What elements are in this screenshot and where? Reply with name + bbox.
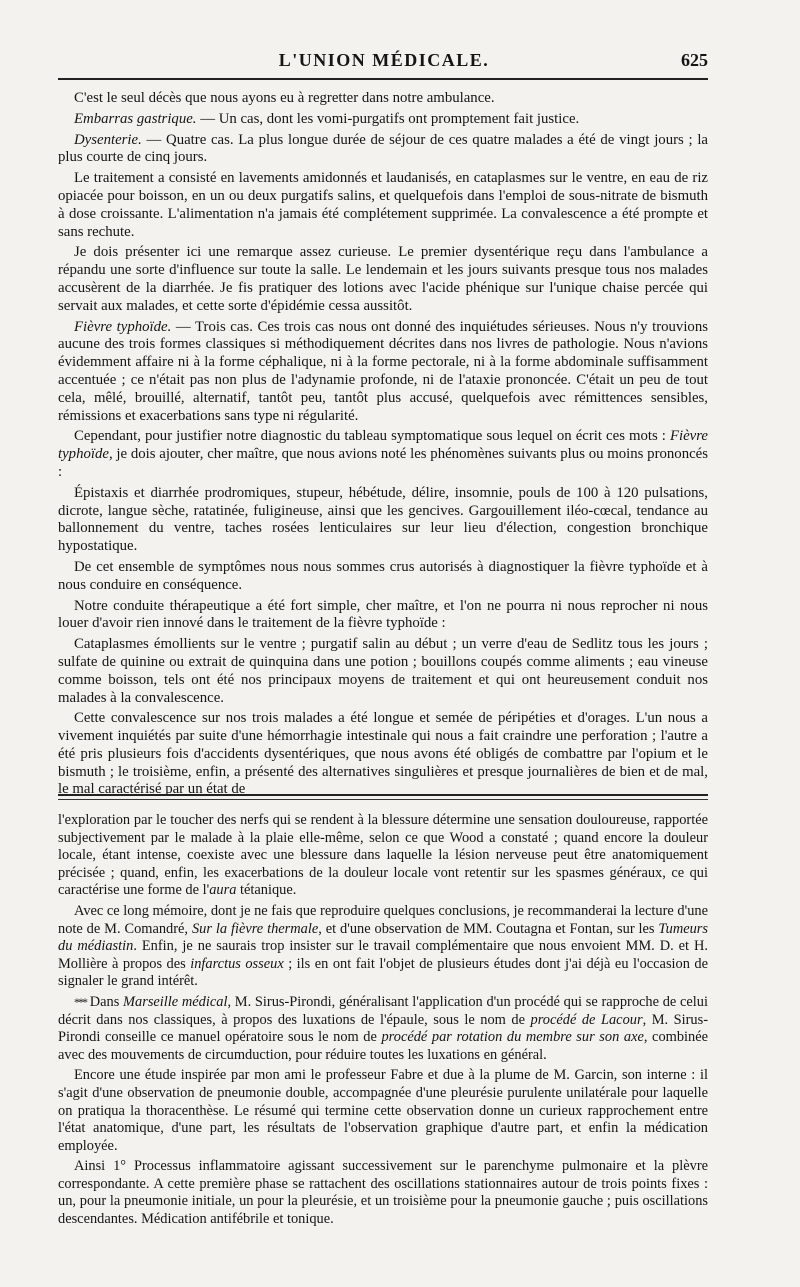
paragraph-text: Cependant, pour justifier notre diagnostic du tableau symptomatique sous lequel on écrit ces mots : bbox=[74, 428, 670, 445]
page-number: 625 bbox=[681, 50, 708, 70]
section-label: Fièvre typhoïde. bbox=[74, 318, 172, 335]
paragraph: Ainsi 1° Processus inflammatoire agissant successivement sur le parenchyme pulmonaire et la plèvre correspondante. A cette première phase se rattachent des oscillations stationnaires autour de trois points fixes : un, pour la pneumonie initiale, un pour la pleurésie, et un troisième pour la pneumonie gauche ; puis oscillations descendantes. Médication antifébrile et tonique. bbox=[58, 1158, 708, 1228]
paragraph-text: , M. Sirus-Pirondi, généralisant l'application d'un procédé qui se rapproche de celui décrit dans nos classiques, à propos des luxations de l'épaule, sous le nom de bbox=[58, 993, 708, 1028]
emphasis: Tumeurs du médiastin bbox=[58, 920, 709, 955]
paragraph bbox=[58, 903, 708, 991]
paragraph bbox=[58, 111, 708, 129]
paragraph: Cataplasmes émollients sur le ventre ; purgatif salin au début ; un verre d'eau de Sedlitz tous les jours ; sulfate de quinine ou extrait de quinquina dans une potion ; bouillons coupés comme aliments ; eau vineuse comme boisson, tels ont été nos principaux moyens de traitement et qui ont heureusement conduit nos malades à la convalescence. bbox=[58, 636, 708, 706]
running-header bbox=[60, 50, 708, 76]
paragraph: Je dois présenter ici une remarque assez curieuse. Le premier dysentérique reçu dans l'ambulance a répandu une sorte d'influence sur toute la salle. Le lendemain et les jours suivants presque tous nos malades accusèrent de la diarrhée. Je fis pratiquer des lotions avec l'acide phénique sur l'unique chaise percée qui servait aux malades, et cette sorte d'épidémie cessa aussitôt. bbox=[58, 244, 708, 314]
paragraph-text: — Trois cas. Ces trois cas nous ont donné des inquiétudes sérieuses. Nous n'y trouvions aucune des trois formes classiques si méthodiquement décrites dans nos livres de pathologie. Nous n'avions évidemment affaire ni à la forme céphalique, ni à la forme pectorale, ni à la forme abdominale suffisamment accentuée ; ce n'était pas non plus de l'adynamie profonde, ni de l'ataxie prononcée. C'était un peu de tout cela, mêlé, brouillé, alternatif, tantôt peu, tantôt plus accusé, quelquefois avec rémittences sensibles, rémissions et exacerbations sans type ni régularité. bbox=[58, 318, 708, 424]
emphasis: procédé par rotation du membre sur son axe bbox=[381, 1029, 644, 1046]
paragraph-text: Avec ce long mémoire, dont je ne fais que reproduire quelques conclusions, je recommanderai la lecture d'une note de M. Comandré, bbox=[58, 902, 708, 937]
emphasis: procédé de Lacour bbox=[530, 1011, 643, 1028]
paragraph: Le traitement a consisté en lavements amidonnés et laudanisés, en cataplasmes sur le ventre, en eau de riz opiacée pour boisson, en un ou deux purgatifs salins, et quelquefois dans l'emploi de sous-nitrate de bismuth à dose croissante. L'alimentation n'a jamais été complétement supprimée. La convalescence a été prompte et sans rechute. bbox=[58, 170, 708, 240]
paragraph-text: , je dois ajouter, cher maître, que nous avions noté les phénomènes suivants plus ou moins prononcés : bbox=[58, 446, 708, 480]
paragraph-text: tétanique. bbox=[236, 882, 297, 899]
paragraph: Encore une étude inspirée par mon ami le professeur Fabre et due à la plume de M. Garcin, son interne : il s'agit d'une observation de pneumonie double, accompagnée d'une pleurésie purulente unilatérale pour laquelle on pratiqua la thoracenthèse. Le résumé qui termine cette observation donne un curieux rapprochement entre l'état anatomique, d'une part, les résultats de l'observation graphique d'autre part, et enfin la médication employée. bbox=[58, 1067, 708, 1154]
paragraph-text: . Enfin, je ne saurais trop insister sur le travail complémentaire que nous envoient MM. D. et H. Mollière à propos des bbox=[58, 938, 708, 972]
paragraph bbox=[58, 319, 708, 426]
section-rule-thin bbox=[58, 799, 708, 800]
section-label: Dysenterie. bbox=[74, 131, 142, 148]
paragraph: Notre conduite thérapeutique a été fort simple, cher maître, et l'on ne pourra ni nous reprocher ni nous louer d'avoir rien innové dans le traitement de la fièvre typhoïde : bbox=[58, 597, 708, 632]
paragraph: Cette convalescence sur nos trois malades a été longue et semée de péripéties et d'orages. L'un nous a vivement inquiétés par suite d'une hémorrhagie intestinale qui nous a fait craindre une perforation ; l'autre a été pris plusieurs fois d'accidents dysentériques, que nous avons été obligés de combattre par l'opium et le bismuth ; le troisième, enfin, a présenté des alternatives singulières et presque journalières de bien et de mal, le mal caractérisé par un état de bbox=[58, 710, 708, 798]
asterism: *** bbox=[74, 994, 86, 1009]
paragraph-text: Dans bbox=[86, 993, 124, 1010]
paragraph: De cet ensemble de symptômes nous nous sommes crus autorisés à diagnostiquer la fièvre typhoïde et à nous conduire en conséquence. bbox=[58, 558, 708, 593]
emphasis: aura bbox=[209, 882, 237, 899]
section-label: Embarras gastrique. bbox=[74, 110, 197, 127]
main-column bbox=[58, 90, 708, 802]
paragraph-text: — Un cas, dont les vomi-purgatifs ont promptement fait justice. bbox=[196, 110, 580, 127]
emphasis: infarctus osseux bbox=[190, 955, 284, 972]
paragraph-text: l'exploration par le toucher des nerfs qui se rendent à la blessure détermine une sensation douloureuse, rapportée subjectivement par le malade à la plaie elle-même, selon ce que Wood a constaté ; quand encore la douleur locale, étant intense, coexiste avec une blessure dans laquelle la lésion nerveuse peut être anatomiquement précisée ; quand, enfin, les exacerbations de la douleur locale vont retentir sur les spasmes généraux, ce qui caractérise une forme de l' bbox=[58, 812, 708, 899]
paragraph bbox=[58, 132, 708, 168]
paragraph-text: , combinée avec des mouvements de circumduction, pour réduire toutes les luxations en général. bbox=[58, 1029, 708, 1063]
section-rule bbox=[58, 794, 708, 796]
emphasis: Sur la fièvre thermale bbox=[191, 920, 319, 937]
journal-title: L'UNION MÉDICALE. bbox=[278, 50, 490, 70]
feuilleton-column bbox=[58, 812, 708, 1232]
paragraph-text: — Quatre cas. La plus longue durée de séjour de ces quatre malades a été de vingt jours ; la plus courte de cinq jours. bbox=[58, 131, 708, 166]
paragraph-text: , M. Sirus-Pirondi conseille ce manuel opératoire sous le nom de bbox=[58, 1011, 709, 1046]
emphasis: Fièvre typhoïde bbox=[58, 428, 708, 463]
paragraph-text: , et d'une observation de MM. Coutagna et Fontan, sur les bbox=[318, 920, 659, 937]
paragraph: C'est le seul décès que nous ayons eu à regretter dans notre ambulance. bbox=[74, 90, 495, 106]
paragraph-text: ; ils en ont fait l'objet de plusieurs études dont j'ai déjà eu l'occasion de signaler le grand intérêt. bbox=[58, 955, 708, 990]
emphasis: Marseille médical bbox=[123, 993, 228, 1010]
paragraph bbox=[58, 812, 708, 900]
paragraph bbox=[58, 994, 708, 1064]
paragraph: Épistaxis et diarrhée prodromiques, stupeur, hébétude, délire, insomnie, pouls de 100 à 120 pulsations, dicrote, langue sèche, ratatinée, fuligineuse, ainsi que les gencives. Gargouillement iléo-cœcal, tendance au ballonnement du ventre, taches rosées lenticulaires sur leur lieu d'élection, congestion bronchique hypostatique. bbox=[58, 484, 708, 555]
header-rule bbox=[58, 78, 708, 80]
paragraph bbox=[58, 428, 708, 481]
